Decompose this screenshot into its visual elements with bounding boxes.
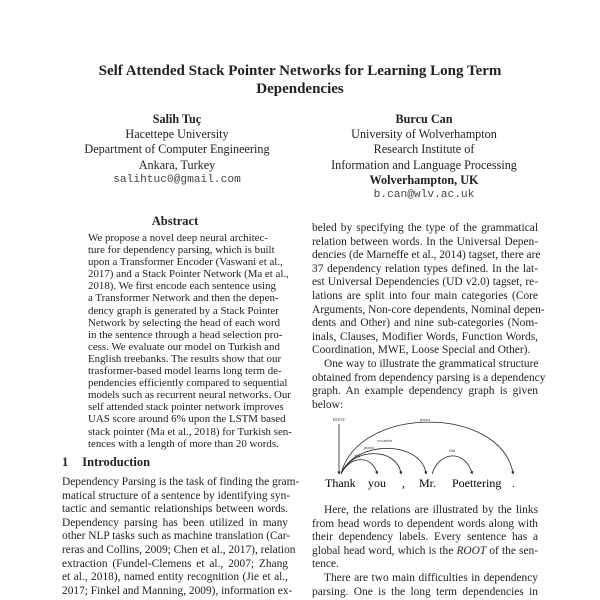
word: . (512, 476, 515, 490)
text-line: stack pointer (Ma et al., 2018) for Turkish sen- (88, 425, 292, 438)
text-line: upon a Transformer Encoder (Vaswani et al., (88, 256, 283, 269)
text-line: obtained from dependency parsing is a dependency (312, 371, 546, 384)
text-line: models such as recurrent neural networks. Our (88, 389, 291, 402)
arc-label: punct (364, 445, 374, 450)
paper-title: Self Attended Stack Pointer Networks for Learning Long Term Dependencies (98, 63, 502, 97)
text-line: Dependency Parsing is the task of finding the gram- (62, 476, 300, 488)
word: Mr. (419, 476, 437, 490)
text-line: dencies (de Marneffe et al., 2014) tagset, there are (312, 249, 541, 262)
arc-obj (341, 460, 377, 474)
text-line: tences with a length of more than 20 words. (88, 437, 279, 450)
author-name: Salih Tuç (152, 112, 202, 126)
text-line: ture for dependency parsing, which is built (88, 244, 275, 257)
text-line: Arguments, Non-core dependents, Nominal depen- (312, 303, 545, 316)
text-line: below: (312, 398, 344, 411)
root-label: ROOT (333, 417, 346, 422)
word: Thank (325, 476, 356, 490)
text-line: self attended stack pointer network improves (88, 401, 284, 414)
arc-flat (432, 456, 472, 474)
word: , (402, 476, 405, 490)
text-line: est Universal Dependencies (UD v2.0) tagset, re- (312, 276, 538, 289)
text-line: trasformer-based model learns long term de- (88, 365, 282, 378)
author-name: Burcu Can (395, 112, 453, 126)
text-line: dency graph is generated by a Stack Pointer (88, 304, 279, 317)
text-line: extraction (Fundel-Clemens et al., 2007; Zhang (62, 557, 288, 570)
arc-label: vocative (377, 438, 393, 443)
text-line: 2018). We first encode each sentence using (88, 280, 276, 293)
abstract-heading: Abstract (151, 214, 199, 228)
text-line: English treebanks. The results show that our (88, 352, 282, 365)
text-line: graph. An example dependency graph is given (312, 385, 538, 398)
text-line: Coordination, MWE, Loose Special and Other). (312, 344, 531, 357)
author-email[interactable]: b.can@wlv.ac.uk (373, 189, 475, 202)
section-heading: 1 Introduction (62, 455, 151, 469)
arc-label: punct (420, 417, 430, 422)
text-line: in the sentence through a head selection pro- (88, 328, 283, 341)
word: you (368, 476, 386, 490)
text-line: relation between words. In the Universal Depen- (312, 235, 538, 248)
text-line: 2017) and a Stack Pointer Network (Ma et al., (88, 268, 289, 281)
text-line: pendencies efficiently compared to sequential (88, 377, 288, 390)
word: Poettering (452, 476, 502, 490)
text-line: One way to illustrate the grammatical structure (324, 357, 539, 370)
arc-label: obj (354, 453, 360, 458)
text-line: Dependency parsing has been utilized in many (62, 516, 288, 529)
text-line: matical structure of a sentence by identifying syn- (62, 489, 291, 502)
text-line: 2017; Finkel and Manning, 2009), information ex- (62, 584, 293, 597)
text-line: tactic and semantic relationships between words. (62, 503, 288, 516)
text-line: 37 dependency relation types defined. In the lat- (312, 262, 538, 275)
author-1: Salih Tuç Hacettepe University Department of Computer Engineering Ankara, Turkey salihtuc0@gmail.com (62, 112, 292, 188)
text-line: reras and Collins, 2009; Chen et al., 2017), relation (62, 543, 296, 556)
author-email[interactable]: salihtuc0@gmail.com (113, 173, 241, 186)
text-line: other NLP tasks such as machine translation (Car- (62, 530, 291, 543)
text-line: dents and Other) and nine sub-categories (Nom- (312, 317, 538, 330)
text-line: Network by selecting the head of each word (88, 316, 281, 329)
text-line: We propose a novel deep neural architec- (88, 232, 268, 244)
arc-punct-comma (341, 454, 401, 474)
text-line: lations are split into four main categories (Core (312, 289, 538, 302)
text-line: et al., 2018), named entity recognition (Jie et al., (62, 571, 288, 584)
author-2: Burcu Can University of Wolverhampton Research Institute of Information and Language Processing Wolverhampton, UK b.can@wlv.ac.uk (310, 112, 538, 203)
text-line: cess. We evaluate our model on Turkish and (88, 340, 280, 353)
right-column-text-2: Here, the relations are illustrated by the links from head words to dependent words along with their dependency labels. Every sentence has a global head word, which is the ROOT of the sen- tence. There are two main difficulties in dependency parsing. One is the long term dependencies in (312, 504, 538, 598)
text-line: beled by specifying the type of the grammatical (312, 222, 538, 234)
text-line: UAS score around 6% upon the LSTM based (88, 413, 286, 426)
arc-label: flat (449, 448, 455, 453)
text-line: a Transformer Network and then the depen- (88, 292, 279, 305)
text-line: inals, Clauses, Modifier Words, Function Words, (312, 330, 538, 343)
